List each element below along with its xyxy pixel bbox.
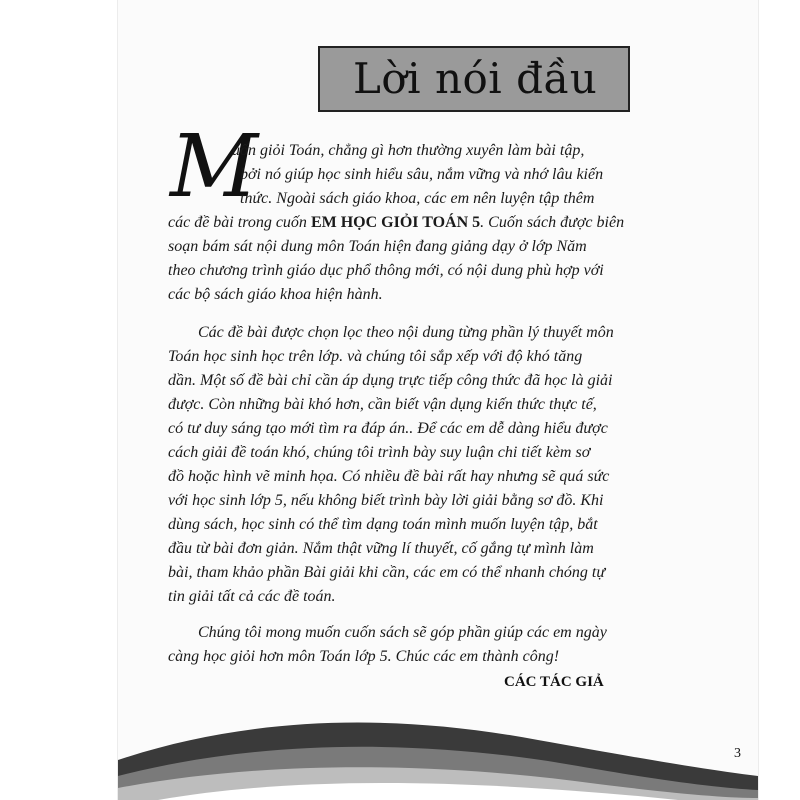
paragraph2-line: bài, tham khảo phần Bài giải khi cần, các em có thể nhanh chóng tự [168,564,606,581]
paragraph1-line: theo chương trình giáo dục phổ thông mới, có nội dung phù hợp với [168,262,604,279]
paragraph1-line: các bộ sách giáo khoa hiện hành. [168,286,383,303]
paragraph2-line: với học sinh lớp 5, nếu không biết trình bày lời giải bằng sơ đồ. Khi [168,492,604,509]
authors-signature: CÁC TÁC GIẢ [504,674,604,690]
paragraph2-line: có tư duy sáng tạo mới tìm ra đáp án.. Để các em dễ dàng hiểu được [168,420,608,437]
paragraph2-line: đầu từ bài đơn giản. Nắm thật vững lí thuyết, cố gắng tự mình làm [168,540,594,557]
paragraph2-line: dùng sách, học sinh có thể tìm dạng toán mình muốn luyện tập, bắt [168,516,598,533]
paragraph2-line: Toán học sinh học trên lớp. và chúng tôi sắp xếp với độ khó tăng [168,348,583,365]
paragraph2-line: được. Còn những bài khó hơn, cần biết vận dụng kiến thức thực tế, [168,396,597,413]
decorative-swoosh [118,680,758,800]
book-title-bold: EM HỌC GIỎI TOÁN 5 [310,214,481,231]
paragraph2-line: Các đề bài được chọn lọc theo nội dung từng phần lý thuyết môn [198,324,614,341]
paragraph2-line: tin giải tất cả các đề toán. [168,588,336,605]
page-title: Lời nói đầu [353,54,598,103]
paragraph2-line: cách giải đề toán khó, chúng tôi trình bày suy luận chi tiết kèm sơ [168,444,591,461]
paragraph3-line: càng học giỏi hơn môn Toán lớp 5. Chúc các em thành công! [168,648,560,665]
drop-cap: M [170,117,259,217]
paragraph1-line: thức. Ngoài sách giáo khoa, các em nên luyện tập thêm [240,190,595,207]
paragraph1-line-4 [168,212,624,234]
paragraph2-line: dần. Một số đề bài chỉ cần áp dụng trực tiếp công thức đã học là giải [168,372,613,389]
page-number: 3 [734,746,741,761]
paragraph1-line: soạn bám sát nội dung môn Toán hiện đang giảng dạy ở lớp Năm [168,238,587,255]
paragraph1-line4-suffix: . Cuốn sách được biên [480,214,625,231]
paragraph1-line: uốn giỏi Toán, chẳng gì hơn thường xuyên làm bài tập, [232,142,585,159]
paragraph2-line: đồ hoặc hình vẽ minh họa. Có nhiều đề bài rất hay nhưng sẽ quá sức [168,468,610,485]
paragraph3-line: Chúng tôi mong muốn cuốn sách sẽ góp phần giúp các em ngày [198,624,607,641]
paragraph1-line4-prefix: các đề bài trong cuốn [168,214,311,231]
paragraph1-line: bởi nó giúp học sinh hiểu sâu, nắm vững và nhớ lâu kiến [240,166,604,183]
